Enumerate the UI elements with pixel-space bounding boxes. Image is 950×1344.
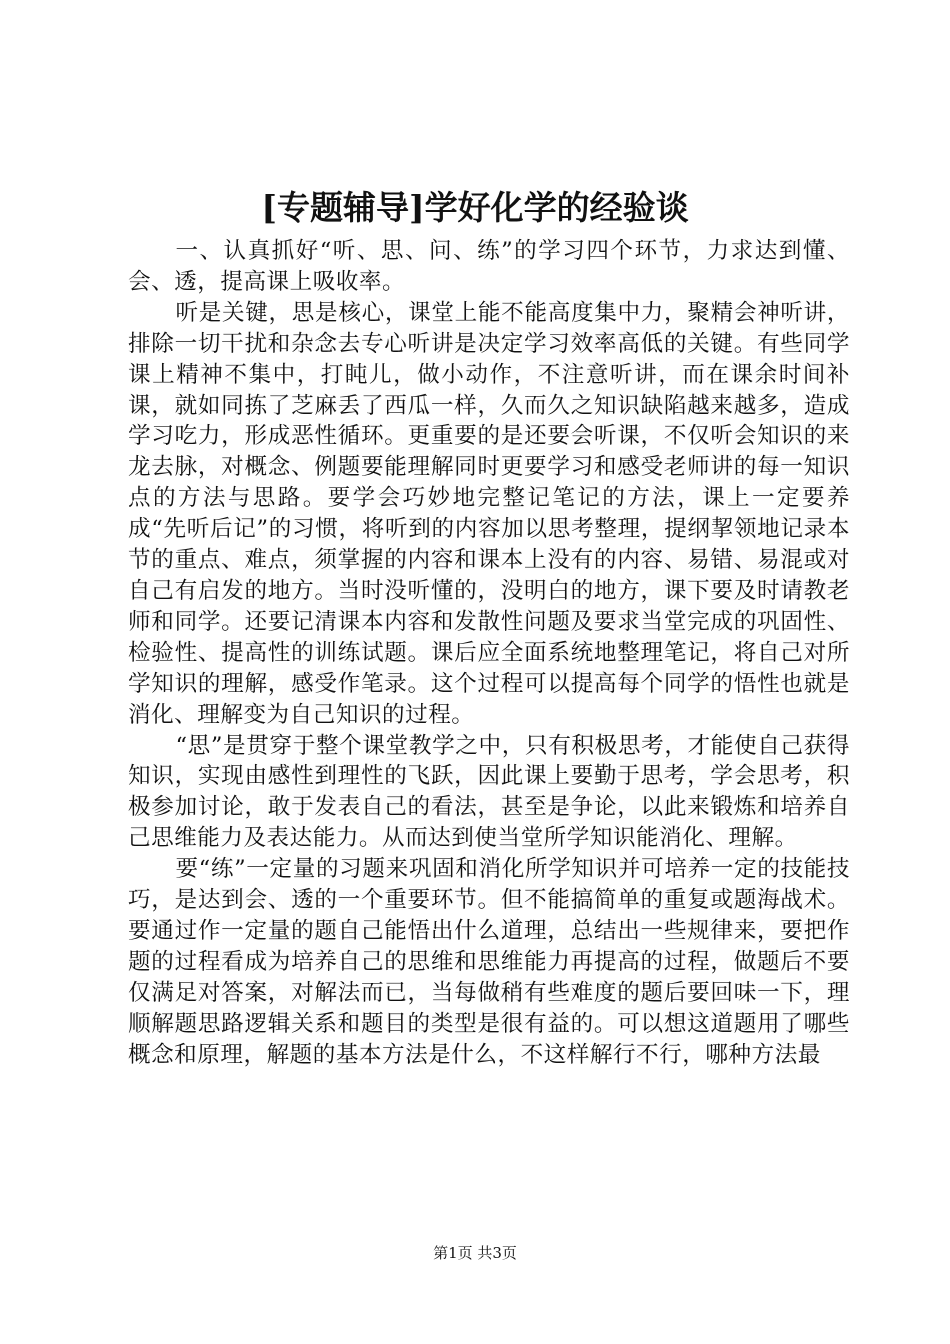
document-title: [专题辅导]学好化学的经验谈 — [261, 188, 689, 227]
paragraph-4: 要“练”一定量的习题来巩固和消化所学知识并可培养一定的技能技巧，是达到会、透的一个重要环节。但不能搞简单的重复或题海战术。要通过作一定量的题自己能悟出什么道理，总结出一些规律来，要把作题的过程看成为培养自己的思维和思维能力再提高的过程，做题后不要仅满足对答案，对解法而已，当每做稍有些难度的题后要回味一下，理顺解题思路逻辑关系和题目的类型是很有益的。可以想这道题用了哪些概念和原理，解题的基本方法是什么，不这样解行不行，哪种方法最 — [128, 856, 850, 1068]
page-number-footer: 第1页 共3页 — [433, 1244, 517, 1262]
paragraph-1: 一、认真抓好“听、思、问、练”的学习四个环节，力求达到懂、会、透，提高课上吸收率。 — [128, 238, 850, 295]
paragraph-3: “思”是贯穿于整个课堂教学之中，只有积极思考，才能使自己获得知识，实现由感性到理性的飞跃，因此课上要勤于思考，学会思考，积极参加讨论，敢于发表自己的看法，甚至是争论，以此来锻炼和培养自己思维能力及表达能力。从而达到使当堂所学知识能消化、理解。 — [128, 732, 850, 852]
document-body — [128, 236, 850, 1070]
paragraph-2: 听是关键，思是核心，课堂上能不能高度集中力，聚精会神听讲，排除一切干扰和杂念去专心听讲是决定学习效率高低的关键。有些同学课上精神不集中，打盹儿，做小动作，不注意听讲，而在课余时间补课，就如同拣了芝麻丢了西瓜一样，久而久之知识缺陷越来越多，造成学习吃力，形成恶性循环。更重要的是还要会听课，不仅听会知识的来龙去脉，对概念、例题要能理解同时更要学习和感受老师讲的每一知识点的方法与思路。要学会巧妙地完整记笔记的方法，课上一定要养成“先听后记”的习惯，将听到的内容加以思考整理，提纲挈领地记录本节的重点、难点，须掌握的内容和课本上没有的内容、易错、易混或对自己有启发的地方。当时没听懂的，没明白的地方，课下要及时请教老师和同学。还要记清课本内容和发散性问题及要求当堂完成的巩固性、检验性、提高性的训练试题。课后应全面系统地整理笔记，将自己对所学知识的理解，感受作笔录。这个过程可以提高每个同学的悟性也就是消化、理解变为自己知识的过程。 — [128, 299, 850, 728]
